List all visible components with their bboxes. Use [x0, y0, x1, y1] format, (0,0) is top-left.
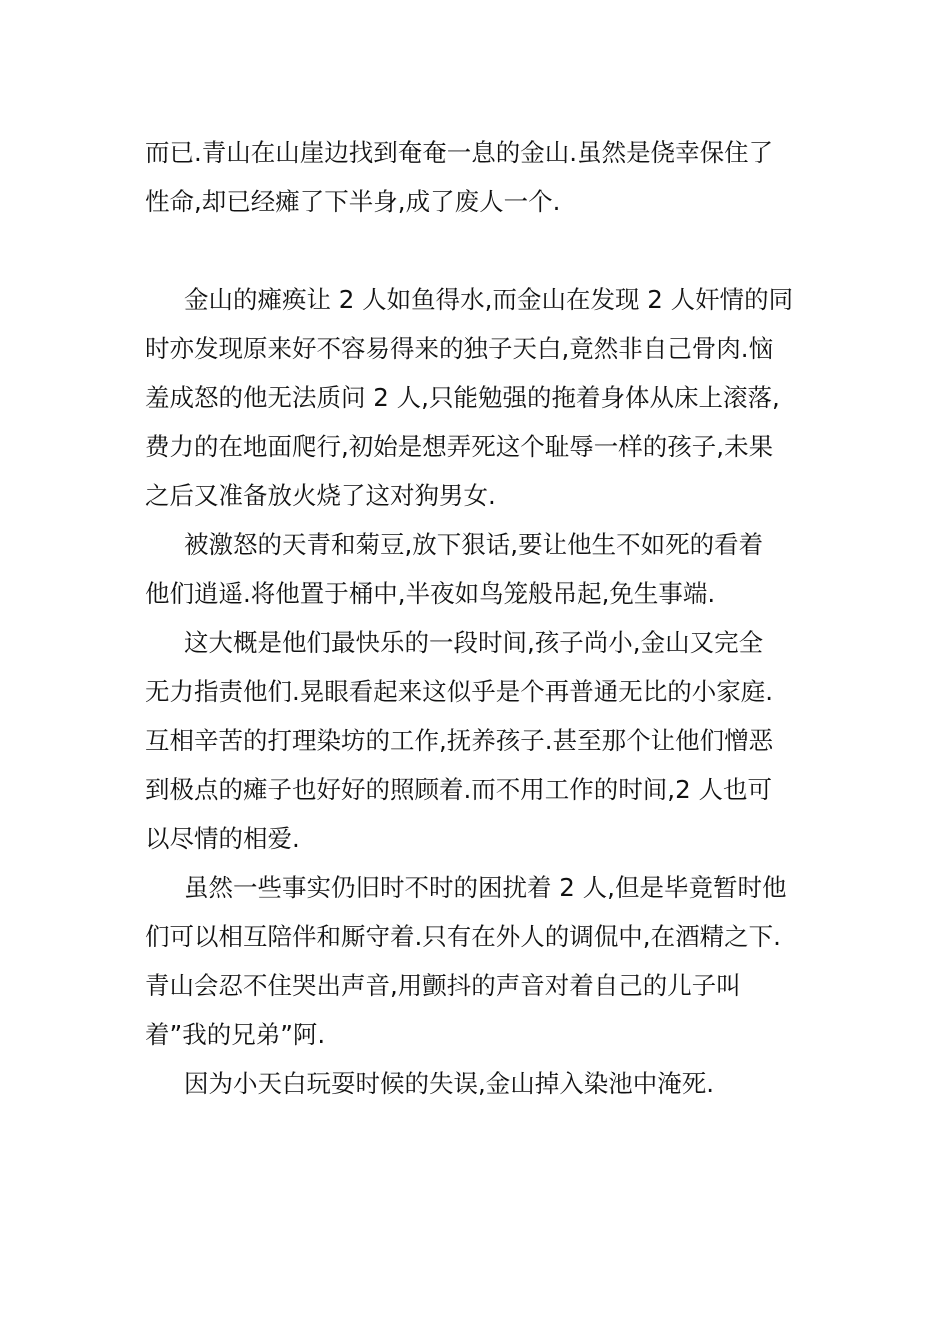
paragraph-line: 这大概是他们最快乐的一段时间,孩子尚小,金山又完全: [184, 628, 764, 657]
paragraph-line: 以尽情的相爱.: [145, 824, 300, 853]
paragraph-line: 金山的瘫痪让 2 人如鱼得水,而金山在发现 2 人奸情的同: [184, 285, 794, 314]
paragraph-3: [145, 520, 810, 618]
document-body: [145, 128, 810, 1108]
paragraph-2: [145, 275, 810, 520]
paragraph-line: 们可以相互陪伴和厮守着.只有在外人的调侃中,在酒精之下.: [145, 922, 781, 951]
paragraph-line: 虽然一些事实仍旧时不时的困扰着 2 人,但是毕竟暂时他: [184, 873, 787, 902]
paragraph-line: 着”我的兄弟”阿.: [145, 1020, 326, 1049]
paragraph-line: 他们逍遥.将他置于桶中,半夜如鸟笼般吊起,免生事端.: [145, 579, 716, 608]
paragraph-5: [145, 863, 810, 1059]
paragraph-line: 到极点的瘫子也好好的照顾着.而不用工作的时间,2 人也可: [145, 775, 772, 804]
paragraph-line: 被激怒的天青和菊豆,放下狠话,要让他生不如死的看着: [184, 530, 764, 559]
paragraph-line: 性命,却已经瘫了下半身,成了废人一个.: [145, 187, 561, 216]
paragraph-line: 而已.青山在山崖边找到奄奄一息的金山.虽然是侥幸保住了: [145, 138, 774, 167]
paragraph-1: [145, 128, 810, 226]
paragraph-line: 互相辛苦的打理染坊的工作,抚养孩子.甚至那个让他们憎恶: [145, 726, 774, 755]
paragraph-line: 费力的在地面爬行,初始是想弄死这个耻辱一样的孩子,未果: [145, 432, 774, 461]
paragraph-line: 无力指责他们.晃眼看起来这似乎是个再普通无比的小家庭.: [145, 677, 774, 706]
paragraph-4: [145, 618, 810, 863]
paragraph-spacer: [145, 226, 810, 275]
paragraph-line: 之后又准备放火烧了这对狗男女.: [145, 481, 496, 510]
paragraph-line: 时亦发现原来好不容易得来的独子天白,竟然非自己骨肉.恼: [145, 334, 774, 363]
paragraph-line: 青山会忍不住哭出声音,用颤抖的声音对着自己的儿子叫: [145, 971, 741, 1000]
paragraph-line: 羞成怒的他无法质问 2 人,只能勉强的拖着身体从床上滚落,: [145, 383, 780, 412]
paragraph-line: 因为小天白玩耍时候的失误,金山掉入染池中淹死.: [184, 1069, 715, 1098]
paragraph-6: [145, 1059, 810, 1108]
